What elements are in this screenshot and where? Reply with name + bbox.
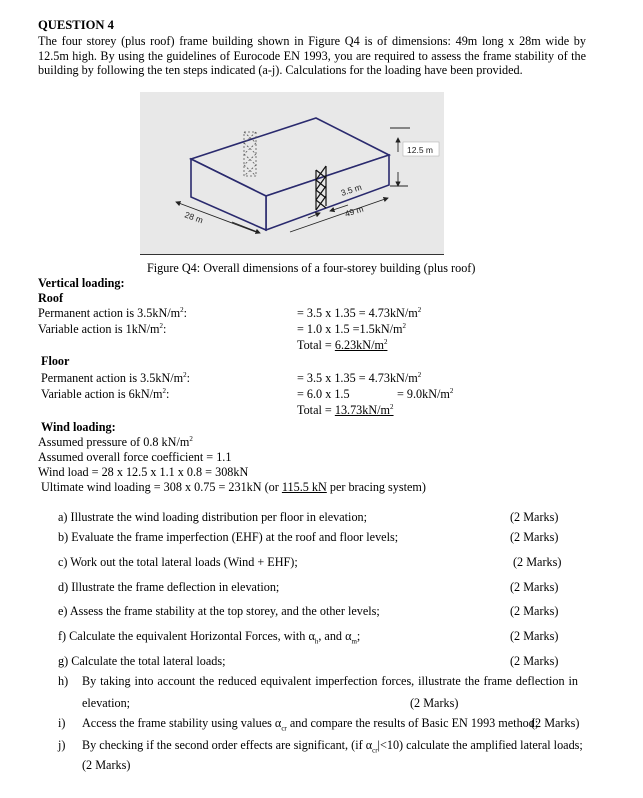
task-f: f) Calculate the equivalent Horizontal Forces, with $\alpha_h$, and $\alpha_m$; <box>58 629 361 646</box>
task-h-marks: (2 Marks) <box>410 696 459 710</box>
task-j-marks: (2 Marks) <box>82 758 131 772</box>
floor-permanent-label: Permanent action is $3.5kN/m^2$: <box>41 371 191 385</box>
task-i-text: Access the frame stability using values $\alpha_{cr}$ and compare the results of Basic EN 1993 method; <box>82 716 539 733</box>
task-c-marks: (2 Marks) <box>513 555 562 569</box>
task-e-marks: (2 Marks) <box>510 604 559 618</box>
task-c: c) Work out the total lateral loads (Wind + EHF); <box>58 555 298 569</box>
task-e: e) Assess the frame stability at the top storey, and the other levels; <box>58 604 380 618</box>
floor-variable-result: = $9.0kN/m^2$ <box>397 387 454 401</box>
task-d-marks: (2 Marks) <box>510 580 559 594</box>
floor-variable-calc: = 6.0 x 1.5 <box>297 387 350 401</box>
roof-permanent-label: Permanent action is $3.5kN/m^2$: <box>38 306 188 320</box>
floor-permanent-calc: = 3.5 x $1.35 = 4.73kN/m^2$ <box>297 371 422 385</box>
length-label: 49 m <box>343 203 365 219</box>
task-i-letter: i) <box>58 716 66 730</box>
task-j-text: By checking if the second order effects are significant, (if $\alpha_{cr}|<10$) calculate the amplified lateral loads; <box>82 738 583 755</box>
question-heading: QUESTION 4 <box>38 18 114 32</box>
wind-pressure: Assumed pressure of 0.8 $kN/m^2$ <box>38 435 193 449</box>
floor-title: Floor <box>41 354 70 368</box>
task-f-marks: (2 Marks) <box>510 629 559 643</box>
figure-q4 <box>140 92 444 255</box>
bay-label: 3.5 m <box>339 181 363 198</box>
task-i-marks: (2 Marks) <box>531 716 580 730</box>
task-a-marks: (2 Marks) <box>510 510 559 524</box>
task-g-marks: (2 Marks) <box>510 654 559 668</box>
roof-permanent-calc: = 3.5 x $1.35 = 4.73kN/m^2$ <box>297 306 422 320</box>
wind-loading-title: Wind loading: <box>41 420 116 434</box>
task-h-line1: By taking into account the reduced equivalent imperfection forces, illustrate the frame deflection in <box>82 674 578 688</box>
task-d: d) Illustrate the frame deflection in elevation; <box>58 580 280 594</box>
wind-load: Wind load = 28 x 12.5 x 1.1 x 0.8 = 308kN <box>38 465 249 479</box>
wind-coefficient: Assumed overall force coefficient = 1.1 <box>38 450 232 464</box>
task-g: g) Calculate the total lateral loads; <box>58 654 226 668</box>
question-intro: The four storey (plus roof) frame building shown in Figure Q4 is of dimensions: 49m long x 28m wide by 12.5m high. By using the guidelines of Eurocode EN 1993, you are required to assess the frame stability of the building by following the ten steps indicated (a-j). Calculations for the loading have been provided. <box>38 34 586 78</box>
figure-caption: Figure Q4: Overall dimensions of a four-storey building (plus roof) <box>147 261 476 275</box>
floor-variable-label: Variable action is $6kN/m^2$: <box>41 387 170 401</box>
ultimate-wind: Ultimate wind loading = 308 x 0.75 = 231kN (or 115.5 kN per bracing system) <box>41 480 426 494</box>
roof-title: Roof <box>38 291 64 305</box>
roof-total: Total = $6.23kN/m^2$ <box>297 338 388 352</box>
height-label: 12.5 m <box>407 145 433 155</box>
vertical-loading-title: Vertical loading: <box>38 276 125 290</box>
task-b: b) Evaluate the frame imperfection (EHF) at the roof and floor levels; <box>58 530 399 544</box>
roof-variable-label: Variable action is $1kN/m^2$: <box>38 322 167 336</box>
task-j-letter: j) <box>58 738 66 752</box>
building-diagram <box>140 92 444 254</box>
width-label: 28 m <box>183 209 205 226</box>
task-h-letter: h) <box>58 674 69 688</box>
task-a: a) Illustrate the wind loading distribution per floor in elevation; <box>58 510 368 524</box>
task-h-line2: elevation; <box>82 696 131 710</box>
task-b-marks: (2 Marks) <box>510 530 559 544</box>
floor-total: Total = $13.73kN/m^2$ <box>297 403 394 417</box>
roof-variable-calc: = 1.0 x $1.5 =1.5kN/m^2$ <box>297 322 406 336</box>
